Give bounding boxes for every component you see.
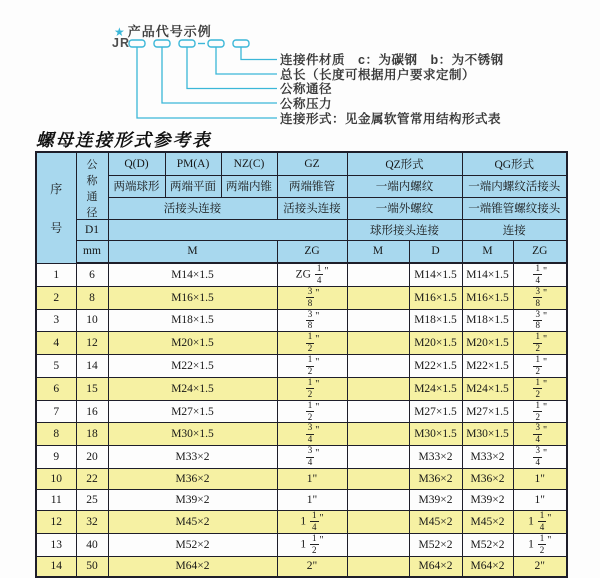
vertical-char: 序 [50,181,63,196]
cell-qg_zg: 1" [513,469,567,490]
inch-mark: " [319,535,324,547]
cell-qz_m [347,377,409,400]
table-row [36,490,567,511]
inch-mark: " [547,535,552,547]
cell-qg_m: M20×1.5 [462,332,513,355]
col-header-pm: PM(A) [165,152,221,175]
cell-qg_zg [513,263,567,286]
code-boxes [129,40,249,47]
cell-dn: 25 [76,490,108,511]
callout-line-pressure [162,47,277,103]
desc-nz: 两端内锥 [221,175,277,197]
cell-m: M27×1.5 [108,400,277,423]
cell-seq: 5 [36,355,76,378]
product-code-prefix: JR [112,36,130,50]
cell-gz [277,355,347,378]
cell-seq: 10 [36,469,76,490]
cell-dn: 40 [76,533,108,556]
cell-qg_zg: 1 $\frac{1}{4}$ " [513,511,567,534]
unit-qz-d: D [409,240,462,263]
cell-m: M14×1.5 [108,263,277,286]
fraction: $\frac{1}{2}$ [307,354,313,377]
desc-qg-2: 一端内螺纹活接头 [462,175,567,197]
cell-qg_zg: 1 $\frac{1}{2}$ " [513,533,567,556]
cell-qz_m [347,469,409,490]
fraction: $\frac{3}{4}$ [307,422,313,445]
fraction: $\frac{3}{8}$ [535,286,540,308]
cell-qg_m: M39×2 [462,490,513,511]
fraction: $\frac{3}{8}$ [307,309,313,331]
callout-label-pressure: 公称压力 [280,96,333,111]
cell-qg_m: M27×1.5 [462,400,513,423]
cell-gz: 2" [277,556,347,577]
fraction: $\frac{1}{2}$ [535,331,540,354]
col-header-d1: D1 [76,219,108,240]
cell-seq: 8 [36,423,76,446]
callout-label-length: 总长（长度可根据用户要求定制） [280,67,476,82]
cell-gz: 1 $\frac{1}{4}$ " [277,511,347,534]
desc-qz-2: 一端内螺纹 [347,175,462,197]
nut-connection-table-wrapper [35,151,566,578]
table-row [36,355,567,378]
fraction: $\frac{3}{8}$ [535,309,540,331]
cell-m: M18×1.5 [108,309,277,332]
inch-mark: " [315,356,320,368]
unit-qg-zg: ZG [513,240,567,263]
cell-qg_m: M18×1.5 [462,309,513,332]
unit-qz-m: M [347,240,409,263]
inch-mark: " [315,425,320,436]
cell-dn: 16 [76,400,108,423]
cell-qg_m: M24×1.5 [462,377,513,400]
table-row [36,423,567,446]
cell-qg_m: M36×2 [462,469,513,490]
desc-qz-3: 一端外螺纹 [347,197,462,219]
cell-qg_zg [513,446,567,469]
cell-qz_m [347,400,409,423]
cell-qz_m [347,533,409,556]
cell-qg_m: M64×2 [462,556,513,577]
cell-seq: 11 [36,490,76,511]
cell-dn: 18 [76,423,108,446]
inch-mark: " [542,288,548,300]
table-row [36,511,567,534]
cell-qg_zg [513,309,567,332]
cell-seq: 3 [36,309,76,332]
desc-pm: 两端平面 [165,175,221,197]
unit-mm: mm [76,240,108,263]
vertical-char: 径 [86,206,98,219]
table-row [36,309,567,332]
star-icon: ★ [114,25,126,39]
table-title: 螺母连接形式参考表 [36,130,212,150]
cell-dn: 8 [76,286,108,309]
inch-mark: " [542,311,548,323]
cell-m: M20×1.5 [108,332,277,355]
cell-qg_m: M33×2 [462,446,513,469]
seq-vertical-text [38,158,75,258]
cell-qz_m [347,511,409,534]
inch-mark: " [542,265,548,277]
cell-dn: 6 [76,263,108,286]
inch-mark: " [324,265,329,277]
cell-qz_m [347,286,409,309]
callout-line-material [241,47,277,60]
cell-gz [277,377,347,400]
cell-qz_d: M39×2 [409,490,462,511]
cell-m: M45×2 [108,511,277,534]
cell-dn: 15 [76,377,108,400]
vertical-char: 通 [86,190,98,203]
cell-m: M22×1.5 [108,355,277,378]
cell-m: M24×1.5 [108,377,277,400]
cell-qz_d: M45×2 [409,511,462,534]
cell-gz [277,423,347,446]
inch-mark: " [315,311,320,323]
fraction: $\frac{1}{2}$ [307,377,313,399]
cell-qz_d: M14×1.5 [409,263,462,286]
col-header-dn [76,152,108,219]
fraction: $\frac{1}{2}$ [535,377,540,399]
cell-m: M64×2 [108,556,277,577]
inch-mark: " [315,402,320,414]
cell-qg_zg: 2" [513,556,567,577]
cell-seq: 1 [36,263,76,286]
code-box-5 [233,40,249,47]
cell-m: M30×1.5 [108,423,277,446]
col-header-nz: NZ(C) [221,152,277,175]
unit-zg-gz: ZG [277,240,347,263]
table-row [36,286,567,309]
cell-qg_m: M22×1.5 [462,355,513,378]
cell-m: M33×2 [108,446,277,469]
cell-qz_d: M27×1.5 [409,400,462,423]
cell-m: M52×2 [108,533,277,556]
fraction: $\frac{1}{2}$ [535,400,540,422]
table-row [36,377,567,400]
fraction: $\frac{3}{4}$ [535,445,540,468]
inch-mark: " [542,379,548,391]
cell-qg_zg: 1" [513,490,567,511]
cell-gz [277,446,347,469]
cell-qz_m [347,309,409,332]
code-box-4 [208,40,224,47]
col-header-seq [36,152,76,263]
cell-gz: 1" [277,469,347,490]
cell-qz_d: M64×2 [409,556,462,577]
fraction: $\frac{3}{8}$ [307,286,313,308]
unit-m-span: M [108,240,277,263]
cell-qz_m [347,332,409,355]
cell-qg_m: M52×2 [462,533,513,556]
cell-qg_zg [513,355,567,378]
inch-mark: " [315,447,320,459]
table-body [36,263,567,577]
cell-qz_d: M16×1.5 [409,286,462,309]
unit-qg-m: M [462,240,513,263]
cell-qz_d: M22×1.5 [409,355,462,378]
fraction: $\frac{1}{2}$ [539,533,545,555]
fraction: $\frac{1}{4}$ [312,510,317,532]
cell-qg_m: M14×1.5 [462,263,513,286]
code-box-2 [154,40,170,47]
cell-qg_m: M16×1.5 [462,286,513,309]
cell-gz [277,400,347,423]
desc-qg-4: 连接 [462,219,567,240]
cell-gz [277,309,347,332]
cell-gz: 1 $\frac{1}{2}$ " [277,533,347,556]
table-row [36,332,567,355]
cell-qg_zg [513,377,567,400]
callout-line-length [216,47,277,74]
cell-qg_zg [513,286,567,309]
desc-q: 两端球形 [108,175,165,197]
fraction: $\frac{1}{2}$ [307,331,313,354]
callout-label-material: 连接件材质 c：为碳钢 b：为不锈钢 [280,53,504,67]
nut-connection-table [35,151,568,578]
col-header-q: Q(D) [108,152,165,175]
cell-qg_zg [513,423,567,446]
inch-mark: " [315,333,320,345]
code-box-1 [129,40,145,47]
inch-mark: " [542,425,548,436]
fraction: $\frac{1}{2}$ [312,533,317,555]
table-row [36,400,567,423]
cell-seq: 6 [36,377,76,400]
cell-m: M16×1.5 [108,286,277,309]
inch-mark: " [542,356,548,368]
dn-vertical-text [78,156,107,219]
cell-qz_d: M18×1.5 [409,309,462,332]
fraction: $\frac{1}{2}$ [535,354,540,377]
fraction: $\frac{1}{2}$ [307,400,313,422]
cell-seq: 4 [36,332,76,355]
fraction: $\frac{1}{4}$ [316,263,322,285]
cell-dn: 20 [76,446,108,469]
cell-m: M39×2 [108,490,277,511]
cell-qz_d: M20×1.5 [409,332,462,355]
cell-dn: 32 [76,511,108,534]
callout-lines [137,47,277,118]
cell-qz_d: M52×2 [409,533,462,556]
cell-gz [277,286,347,309]
inch-mark: " [542,333,548,345]
cell-gz: ZG $\frac{1}{4}$ " [277,263,347,286]
cell-qz_m [347,423,409,446]
fraction: $\frac{3}{4}$ [535,422,540,445]
cell-dn: 12 [76,332,108,355]
table-row [36,533,567,556]
callout-line-diameter [187,47,277,89]
cell-qg_zg [513,332,567,355]
cell-seq: 12 [36,511,76,534]
col-header-qz: QZ形式 [347,152,462,175]
desc-qg-3: 一端锥管螺纹接头 [462,197,567,219]
inch-mark: " [547,512,552,524]
col-header-gz: GZ [277,152,347,175]
cell-seq: 7 [36,400,76,423]
vertical-char: 公 [86,158,98,171]
cell-dn: 10 [76,309,108,332]
desc-gz: 两端锥管 [277,175,347,197]
header-blank-cell [108,219,347,240]
cell-gz [277,332,347,355]
cell-qz_d: M30×1.5 [409,423,462,446]
union-joint-note: 活接头连接 [108,197,277,219]
inch-mark: " [319,512,324,524]
callout-label-diameter: 公称通径 [280,82,333,96]
vertical-char: 称 [86,174,98,187]
cell-qz_d: M24×1.5 [409,377,462,400]
callout-line-connection [137,47,277,118]
table-header [36,152,567,263]
inch-mark: " [542,447,548,459]
cell-seq: 13 [36,533,76,556]
col-header-qg: QG形式 [462,152,567,175]
cell-seq: 14 [36,556,76,577]
cell-m: M36×2 [108,469,277,490]
table-row [36,446,567,469]
table-row [36,469,567,490]
cell-qz_m [347,355,409,378]
cell-gz: 1" [277,490,347,511]
inch-mark: " [542,402,548,414]
fraction: $\frac{1}{4}$ [539,510,545,532]
code-box-3 [179,40,195,47]
cell-qz_d: M36×2 [409,469,462,490]
cell-qg_zg [513,400,567,423]
vertical-char: 号 [50,220,63,235]
cell-dn: 50 [76,556,108,577]
inch-mark: " [315,288,320,300]
cell-qz_m [347,263,409,286]
fraction: $\frac{3}{4}$ [307,445,313,468]
cell-dn: 14 [76,355,108,378]
callout-label-connection: 连接形式：见金属软管常用结构形式表 [280,111,502,126]
cell-qg_m: M45×2 [462,511,513,534]
table-row [36,263,567,286]
union-joint-note-gz: 活接头连接 [277,197,347,219]
fraction: $\frac{1}{4}$ [535,263,540,285]
cell-seq: 2 [36,286,76,309]
inch-mark: " [315,379,320,391]
cell-qz_d: M33×2 [409,446,462,469]
cell-qz_m [347,446,409,469]
diagram-title-text: 产品代号示例 [127,24,212,39]
desc-qz-4: 球形接头连接 [347,219,462,240]
cell-dn: 22 [76,469,108,490]
cell-seq: 9 [36,446,76,469]
cell-qg_m: M30×1.5 [462,423,513,446]
cell-qz_m [347,490,409,511]
